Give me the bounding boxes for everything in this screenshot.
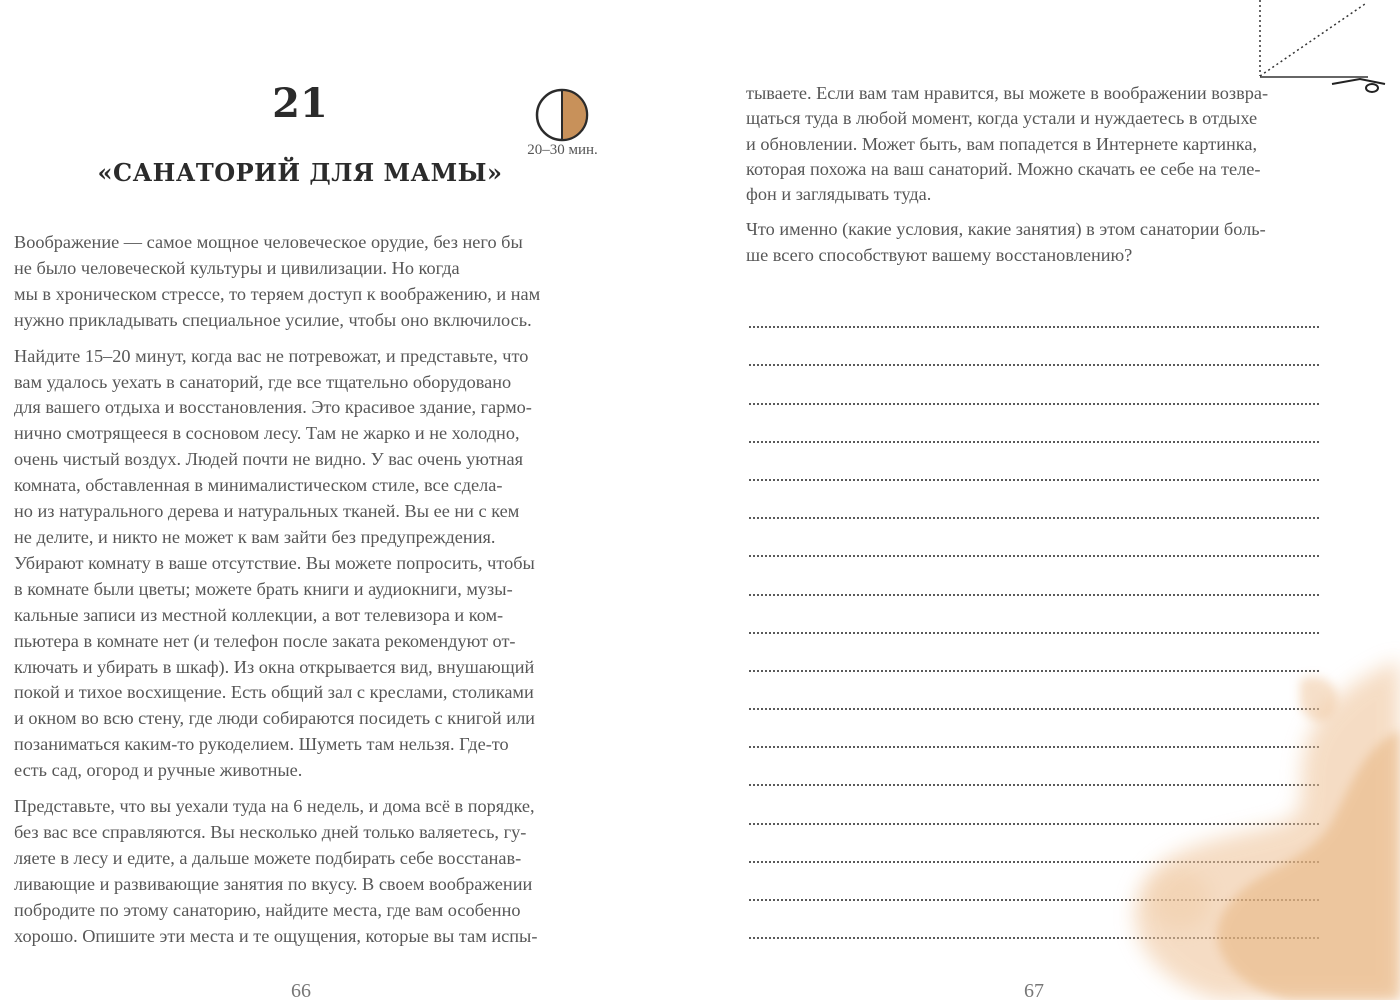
- text-line: нично смотрящееся в сосновом лесу. Там не жарко и не холодно,: [14, 423, 520, 444]
- timer-half-icon: [534, 87, 590, 143]
- text-line: вам удалось уехать в санаторий, где все тщательно оборудовано: [14, 371, 512, 392]
- text-line: ляете в лесу и едите, а дальше можете подбирать себе восстанав-: [14, 847, 522, 868]
- exercise-number: 21: [272, 80, 328, 127]
- text-line: в комнате были цветы; можете брать книги и аудиокниги, музы-: [14, 578, 513, 599]
- answer-line[interactable]: [749, 863, 1319, 901]
- text-line: и обновлении. Может быть, вам попадется в Интернете картинка,: [746, 133, 1258, 154]
- answer-line[interactable]: [749, 557, 1319, 595]
- text-line: хорошо. Опишите эти места и те ощущения, которые вы там испы-: [14, 925, 538, 946]
- text-line: без вас все справляются. Вы несколько дней только валяетесь, гу-: [14, 821, 527, 842]
- body-text: [14, 230, 604, 959]
- answer-line[interactable]: [749, 405, 1319, 443]
- answer-line[interactable]: [749, 634, 1319, 672]
- answer-line[interactable]: [749, 481, 1319, 519]
- left-page: [0, 0, 700, 1000]
- page-number: 67: [1024, 980, 1044, 1002]
- paragraph: [14, 344, 604, 784]
- body-text-continued: [746, 81, 1336, 278]
- text-line: покой и тихое восхищение. Есть общий зал с креслами, столиками: [14, 682, 534, 703]
- text-line: и окном во всю стену, где люди собираются посидеть с книгой или: [14, 708, 535, 729]
- text-line: Найдите 15–20 минут, когда вас не потревожат, и представьте, что: [14, 345, 529, 366]
- exercise-title: «САНАТОРИЙ ДЛЯ МАМЫ»: [97, 158, 503, 187]
- text-line: пьютера в комнате нет (и телефон после заката рекомендуют от-: [14, 630, 516, 651]
- right-page: [700, 0, 1400, 1000]
- answer-line[interactable]: [749, 748, 1319, 786]
- text-line: ше всего способствуют вашему восстановлению?: [746, 244, 1133, 265]
- answer-line[interactable]: [749, 443, 1319, 481]
- answer-line[interactable]: [749, 366, 1319, 404]
- answer-line[interactable]: [749, 901, 1319, 939]
- text-line: тываете. Если вам там нравится, вы можете в воображении возвра-: [746, 83, 1269, 103]
- text-line: кальные записи из местной коллекции, а вот телевизора и ком-: [14, 604, 504, 625]
- answer-line[interactable]: [749, 825, 1319, 863]
- text-line: мы в хроническом стрессе, то теряем доступ к воображению, и нам: [14, 283, 541, 304]
- text-line: но из натурального дерева и натуральных тканей. Вы ее ни с кем: [14, 501, 520, 522]
- text-line: ливающие и развивающие занятия по вкусу. В своем воображении: [14, 873, 533, 894]
- text-line: не было человеческой культуры и цивилизации. Но когда: [14, 257, 460, 278]
- text-line: которая похожа на ваш санаторий. Можно скачать ее себе на теле-: [746, 158, 1261, 179]
- text-line: очень чистый воздух. Людей почти не видно. У вас очень уютная: [14, 449, 523, 470]
- duration-label: 20–30 мин.: [527, 142, 598, 158]
- text-line: нужно прикладывать специальное усилие, чтобы оно включилось.: [14, 309, 532, 330]
- text-line: есть сад, огород и ручные животные.: [14, 760, 303, 781]
- text-line: Воображение — самое мощное человеческое орудие, без него бы: [14, 232, 523, 252]
- text-line: позаниматься каким-то рукоделием. Шуметь там нельзя. Где-то: [14, 734, 509, 755]
- text-line: щаться туда в любой момент, когда устали и нуждаетесь в отдыхе: [746, 108, 1258, 129]
- paragraph: [746, 217, 1336, 268]
- answer-line[interactable]: [749, 672, 1319, 710]
- paragraph: [14, 794, 604, 949]
- page-number: 66: [291, 980, 311, 1002]
- answer-line[interactable]: [749, 290, 1319, 328]
- answer-line[interactable]: [749, 519, 1319, 557]
- answer-line[interactable]: [749, 328, 1319, 366]
- text-line: для вашего отдыха и восстановления. Это красивое здание, гармо-: [14, 397, 532, 418]
- answer-line[interactable]: [749, 710, 1319, 748]
- answer-lines: [749, 290, 1319, 939]
- paragraph: [14, 230, 604, 334]
- text-line: не делите, и никто не может к вам зайти без предупреждения.: [14, 526, 496, 547]
- text-line: ключать и убирать в шкаф). Из окна открывается вид, внушающий: [14, 656, 535, 677]
- text-line: Убирают комнату в ваше отсутствие. Вы можете попросить, чтобы: [14, 552, 535, 573]
- text-line: Представьте, что вы уехали туда на 6 недель, и дома всё в порядке,: [14, 796, 535, 817]
- answer-line[interactable]: [749, 786, 1319, 824]
- text-line: побродите по этому санаторию, найдите места, где вам особенно: [14, 899, 521, 920]
- text-line: Что именно (какие условия, какие занятия) в этом санатории боль-: [746, 219, 1266, 240]
- paragraph: [746, 81, 1336, 207]
- answer-line[interactable]: [749, 596, 1319, 634]
- text-line: фон и заглядывать туда.: [746, 184, 932, 205]
- text-line: комната, обставленная в минималистическом стиле, все сдела-: [14, 475, 503, 496]
